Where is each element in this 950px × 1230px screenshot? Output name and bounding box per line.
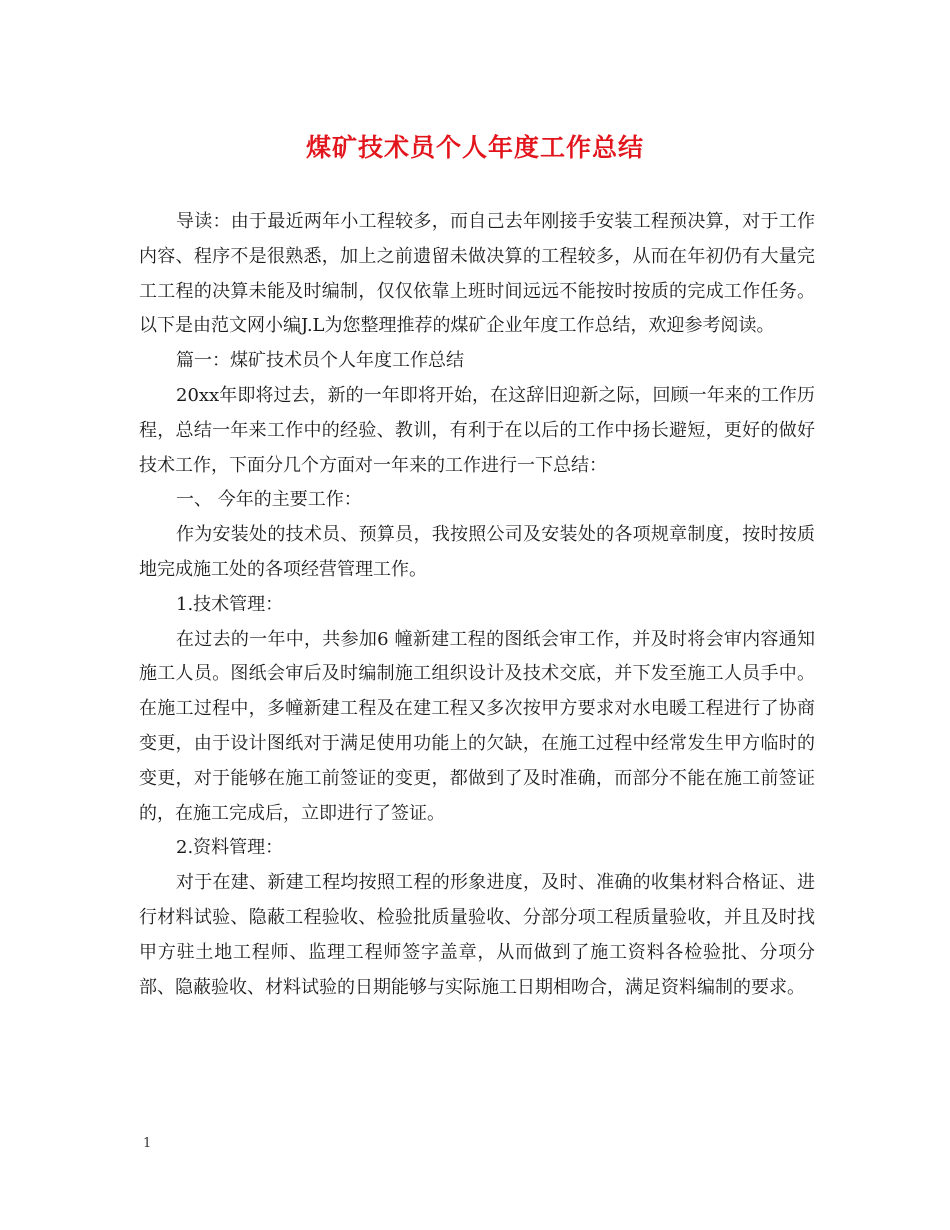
section-heading-main-work: 一、 今年的主要工作： (176, 489, 362, 511)
paragraph-role: 作为安装处的技术员、预算员，我按照公司及安装处的各项规章制度，按时按质地完成施工处的各项经营管理工作。 (139, 524, 815, 580)
paragraph-document-management: 对于在建、新建工程均按照工程的形象进度，及时、准确的收集材料合格证、进行材料试验、隐蔽工程验收、检验批质量验收、分部分项工程质量验收，并且及时找甲方驻土地工程师、监理工程师签字盖章，从而做到了施工资料各检验批、分项分部、隐蔽验收、材料试验的日期能够与实际施工日期相吻合，满足资料编制的要求。 (139, 872, 815, 998)
page-number: 1 (143, 1136, 152, 1151)
paragraph-technical-management: 在过去的一年中，共参加6 幢新建工程的图纸会审工作，并及时将会审内容通知施工人员。图纸会审后及时编制施工组织设计及技术交底，并下发至施工人员手中。在施工过程中，多幢新建工程及在建工程又多次按甲方要求对水电暖工程进行了协商变更，由于设计图纸对于满足使用功能上的欠缺，在施工过程中经常发生甲方临时的变更，对于能够在施工前签证的变更，都做到了及时准确，而部分不能在施工前签证的，在施工完成后，立即进行了签证。 (139, 628, 815, 824)
paragraph-overview: 20xx年即将过去，新的一年即将开始，在这辞旧迎新之际，回顾一年来的工作历程，总结一年来工作中的经验、教训，有利于在以后的工作中扬长避短，更好的做好技术工作，下面分几个方面对一年来的工作进行一下总结： (139, 384, 815, 476)
subheading-technical-management: 1.技术管理： (176, 593, 284, 615)
subheading-document-management: 2.资料管理： (176, 837, 284, 859)
document-body (139, 205, 815, 1005)
document-title: 煤矿技术员个人年度工作总结 (305, 133, 644, 162)
paragraph-article-heading: 篇一：煤矿技术员个人年度工作总结 (176, 350, 464, 372)
paragraph-intro: 导读：由于最近两年小工程较多，而自己去年刚接手安装工程预决算，对于工作内容、程序不是很熟悉，加上之前遗留未做决算的工程较多，从而在年初仍有大量完工工程的决算未能及时编制，仅仅依靠上班时间远远不能按时按质的完成工作任务。以下是由范文网小编J.L为您整理推荐的煤矿企业年度工作总结，欢迎参考阅读。 (139, 211, 815, 337)
